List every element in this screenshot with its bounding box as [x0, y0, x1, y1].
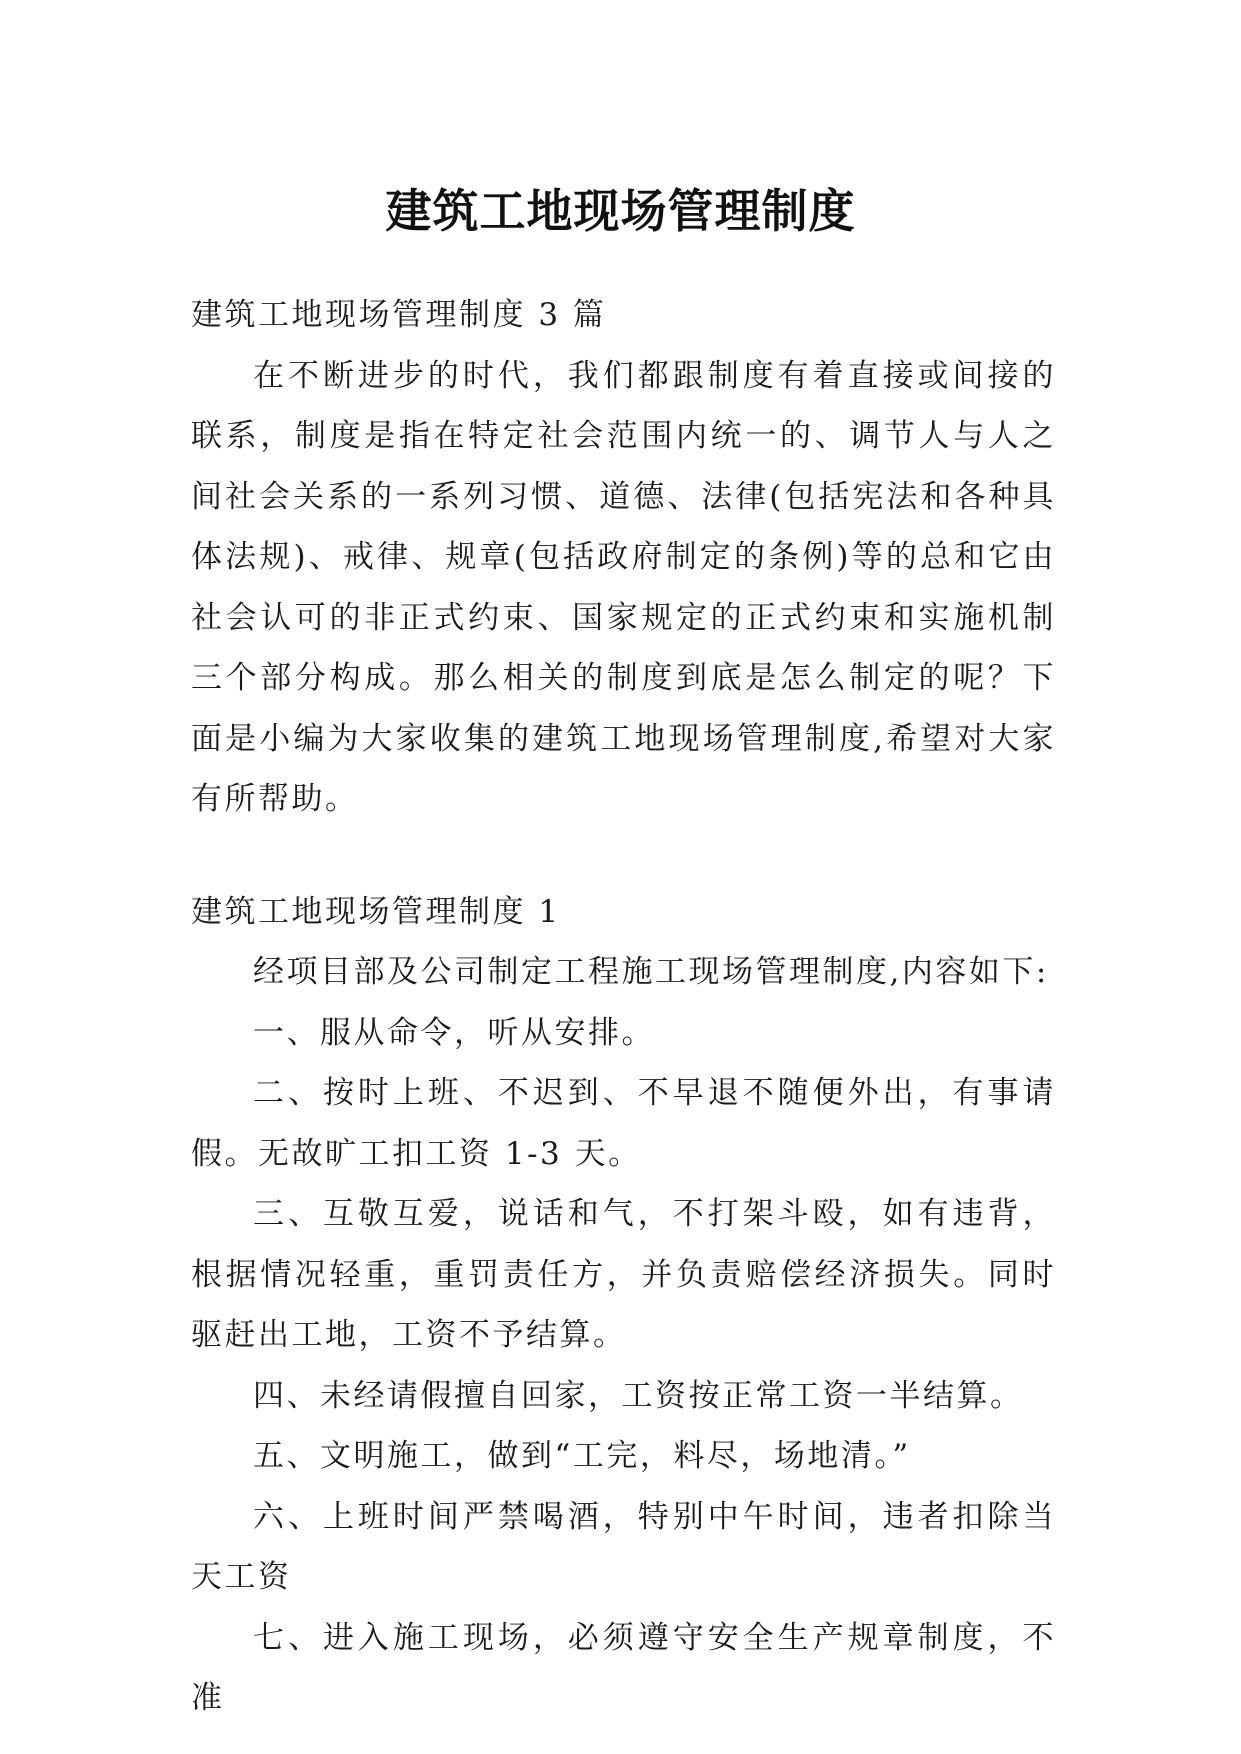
intro-paragraph: 在不断进步的时代，我们都跟制度有着直接或间接的联系，制度是指在特定社会范围内统一的、调节人与人之间社会关系的一系列习惯、道德、法律(包括宪法和各种具体法规)、戒律、规章(包括政府制定的条例)等的总和它由社会认可的非正式约束、国家规定的正式约束和实施机制三个部分构成。那么相关的制度到底是怎么制定的呢？下面是小编为大家收集的建筑工地现场管理制度,希望对大家有所帮助。: [191, 357, 1056, 817]
rule-item: 四、未经请假擅自回家，工资按正常工资一半结算。: [253, 1377, 1024, 1414]
rule-item: 七、进入施工现场，必须遵守安全生产规章制度，不准: [191, 1619, 1056, 1716]
rule-item: 五、文明施工，做到“工完，料尽，场地清。”: [253, 1438, 911, 1474]
rule-item: 三、互敬互爱，说话和气，不打架斗殴，如有违背，根据情况轻重，重罚责任方，并负责赔偿经济损失。同时驱赶出工地，工资不予结算。: [191, 1196, 1056, 1353]
rule-item: 二、按时上班、不迟到、不早退不随便外出，有事请假。无故旷工扣工资 1-3 天。: [191, 1075, 1056, 1172]
rule-item: 六、上班时间严禁喝酒，特别中午时间，违者扣除当天工资: [191, 1498, 1056, 1595]
section-lead: 经项目部及公司制定工程施工现场管理制度,内容如下:: [253, 954, 1049, 990]
rule-item: 一、服从命令，听从安排。: [253, 1014, 655, 1051]
intro-heading: 建筑工地现场管理制度 3 篇: [191, 297, 607, 333]
section-heading: 建筑工地现场管理制度 1: [191, 893, 561, 930]
document-body: [191, 285, 1056, 1729]
document-title: 建筑工地现场管理制度: [385, 183, 856, 238]
